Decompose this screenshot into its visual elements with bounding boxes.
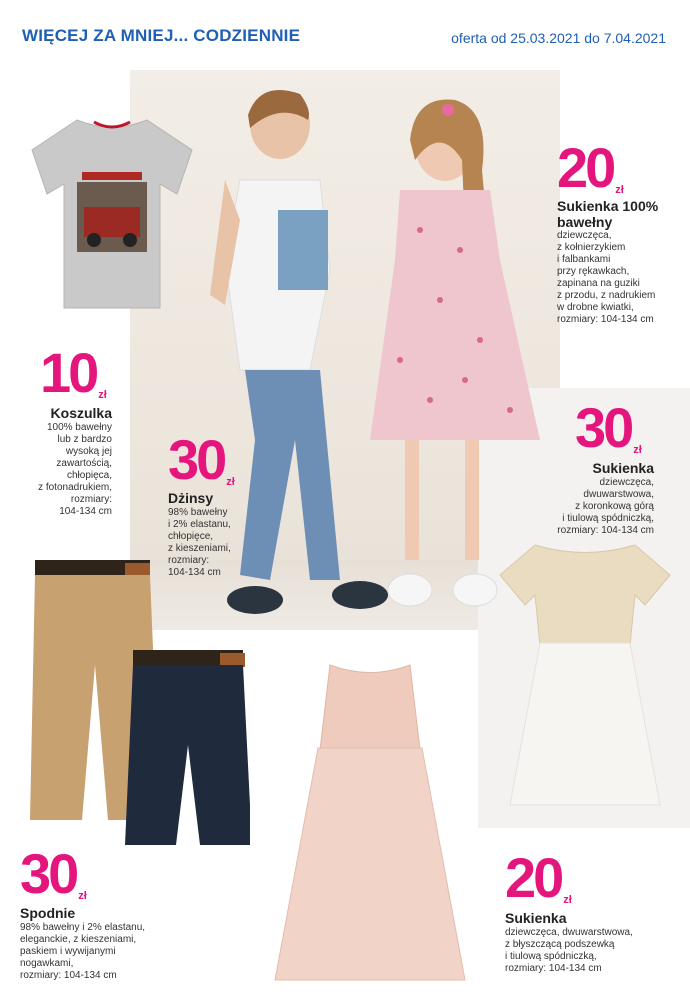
lace-dress-price: 30 zł: [575, 396, 642, 459]
trousers-title: Spodnie: [20, 905, 76, 921]
lace-dress-title: Sukienka: [592, 460, 654, 476]
trousers-image: [30, 555, 250, 845]
lace-dress-desc: dziewczęca, dwuwarstwowa, z koronkową górą i tiulową spódniczką, rozmiary: 104-134 cm: [557, 477, 654, 536]
tshirt-image: [22, 112, 202, 312]
jeans-title: Dżinsy: [168, 490, 214, 506]
tshirt-price: 10 zł: [40, 341, 107, 404]
jeans-price: 30 zł: [168, 428, 235, 491]
lace-dress-image: [495, 535, 675, 825]
page-title: WIĘCEJ ZA MNIEJ... CODZIENNIE: [22, 26, 301, 45]
offer-dates: oferta od 25.03.2021 do 7.04.2021: [451, 30, 666, 46]
floral-dress-desc: dziewczęca, z kołnierzykiem i falbankami przy rękawkach, zapinana na guziki z przodu, z nadrukiem w drobne kwiatki, rozmiary: 104-134 cm: [557, 230, 656, 325]
tulle-dress-desc: dziewczęca, dwuwarstwowa, z błyszczącą podszewką i tiulową spódniczką, rozmiary: 104-134 cm: [505, 927, 633, 974]
tulle-dress-image: [270, 660, 470, 990]
floral-dress-price: 20 zł: [557, 136, 624, 199]
tulle-dress-price: 20 zł: [505, 846, 572, 909]
trousers-price: 30 zł: [20, 842, 87, 905]
jeans-desc: 98% bawełny i 2% elastanu, chłopięce, z kieszeniami, rozmiary: 104-134 cm: [168, 507, 231, 578]
tshirt-title: Koszulka: [50, 405, 112, 421]
trousers-desc: 98% bawełny i 2% elastanu, eleganckie, z kieszeniami, paskiem i wywijanymi nogawkami, rozmiary: 104-134 cm: [20, 922, 146, 981]
tshirt-desc: 100% bawełny lub z bardzo wysoką jej zawartością, chłopięca, z fotonadrukiem, rozmiary: 104-134 cm: [38, 422, 112, 517]
page-header: [0, 0, 690, 60]
floral-dress-title: Sukienka 100% bawełny: [557, 198, 659, 230]
tulle-dress-title: Sukienka: [505, 910, 567, 926]
